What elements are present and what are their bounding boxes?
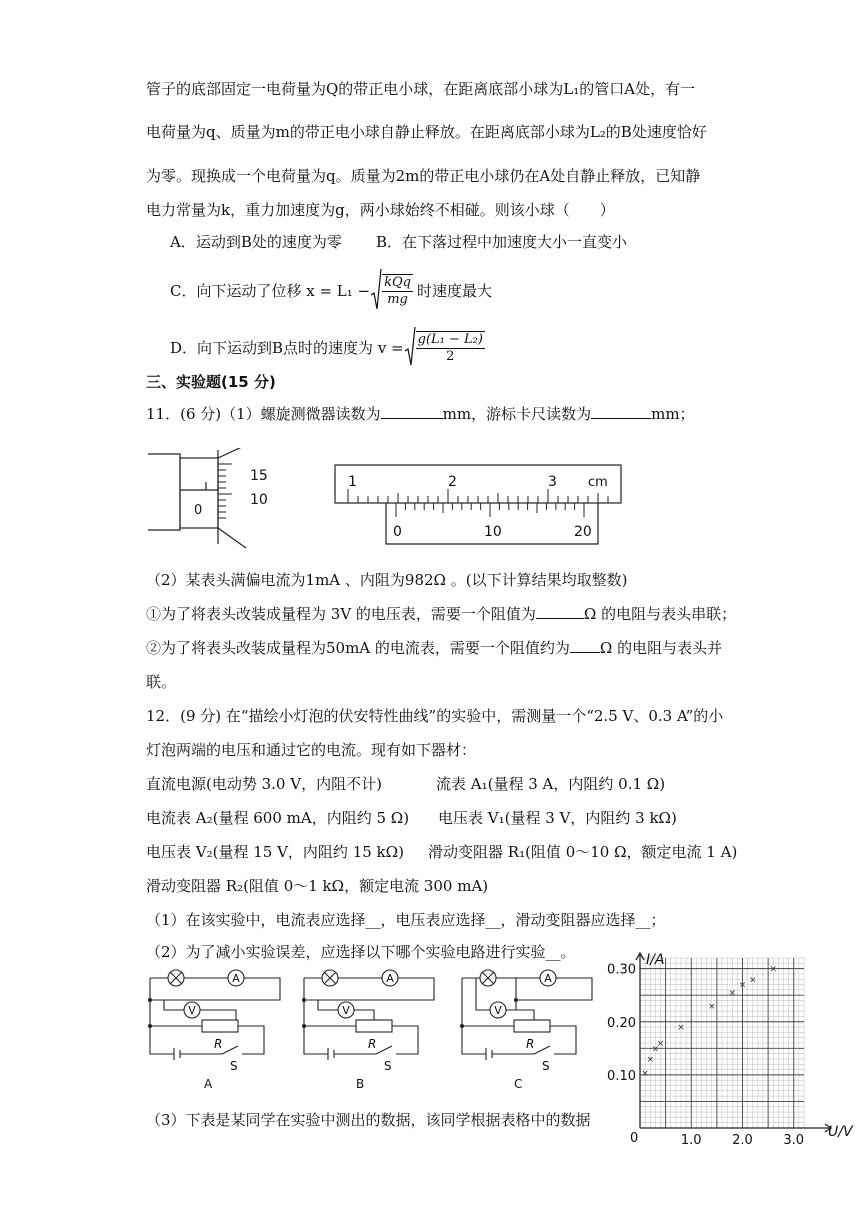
y-tick-label: 0.10 <box>607 1068 636 1084</box>
micrometer-label-10: 10 <box>250 492 268 508</box>
y-tick-label: 0.20 <box>607 1015 636 1031</box>
iu-characteristic-chart <box>600 950 856 1150</box>
sqrt-sign-icon <box>404 325 416 372</box>
option-c-suffix: 时速度最大 <box>416 282 492 300</box>
ammeter-icon: A <box>544 972 552 985</box>
x-tick-label: 2.0 <box>732 1133 753 1148</box>
option-d-numerator: g(L₁ − L₂) <box>417 332 483 347</box>
option-c-fraction <box>382 274 413 308</box>
caliper-main-label-2: 2 <box>448 474 457 490</box>
data-point: × <box>738 980 747 991</box>
equipment-voltmeter-v1: 电压表 V₁(量程 3 V，内阻约 3 kΩ) <box>438 809 677 827</box>
q12-line-2: 灯泡两端的电压和通过它的电流。现有如下器材： <box>146 741 477 759</box>
equipment-ammeter-a1: 流表 A₁(量程 3 A，内阻约 0.1 Ω) <box>436 775 666 793</box>
caliper-vernier-label-0: 0 <box>393 524 402 540</box>
q10-line-1: 管子的底部固定一电荷量为Q的带正电小球，在距离底部小球为L₁的管口A处，有一 <box>146 80 696 98</box>
circuit-diagram-b[interactable] <box>298 966 442 1092</box>
micrometer-label-15: 15 <box>250 468 268 484</box>
circuit-label-b: B <box>356 1077 365 1091</box>
q11-item-1 <box>146 604 736 624</box>
data-point: × <box>707 1001 716 1012</box>
q10-option-a[interactable]: A．运动到B处的速度为零 <box>170 233 342 251</box>
q11-item-1-text-a: ①为了将表头改装成量程为 3V 的电压表，需要一个阻值为 <box>146 605 536 623</box>
rheostat-label: R <box>368 1037 377 1051</box>
section-heading: 三、实验题(15 分) <box>146 373 276 391</box>
q12-sub-1: （1）在该实验中，电流表应选择__，电压表应选择__，滑动变阻器应选择__； <box>146 911 666 929</box>
voltmeter-icon: V <box>494 1004 502 1017</box>
data-point: × <box>748 975 757 986</box>
circuit-label-a: A <box>204 1077 213 1091</box>
voltmeter-icon: V <box>342 1004 350 1017</box>
option-d-denominator: 2 <box>446 349 455 364</box>
x-tick-label: 3.0 <box>783 1133 805 1148</box>
answer-blank[interactable] <box>591 404 651 419</box>
q10-line-2: 电荷量为q、质量为m的带正电小球自静止释放。在距离底部小球为L₂的B处速度恰好 <box>146 123 707 141</box>
answer-blank[interactable] <box>381 404 443 419</box>
switch-label: S <box>384 1059 392 1073</box>
rheostat-label: R <box>214 1037 223 1051</box>
answer-blank[interactable] <box>570 638 600 653</box>
q12-sub-3: （3）下表是某同学在实验中测出的数据，该同学根据表格中的数据 <box>146 1111 591 1129</box>
ammeter-icon: A <box>232 972 240 985</box>
q11-item-2 <box>146 638 722 658</box>
equipment-rheostat-r2: 滑动变阻器 R₂(阻值 0～1 kΩ，额定电流 300 mA) <box>146 877 489 895</box>
sqrt-sign-icon <box>370 267 382 316</box>
data-point: × <box>677 1023 685 1034</box>
q10-option-b[interactable]: B．在下落过程中加速度大小一直变小 <box>376 233 628 251</box>
caliper-vernier-label-10: 10 <box>484 524 502 540</box>
q11-text-b: mm，游标卡尺读数为 <box>442 405 592 423</box>
data-point: × <box>656 1039 665 1049</box>
data-point: × <box>641 1068 649 1079</box>
option-c-numerator: kQq <box>384 275 411 290</box>
ammeter-icon: A <box>386 972 394 985</box>
q11-heading <box>146 404 695 424</box>
q12-line-1: 12．(9 分) 在“描绘小灯泡的伏安特性曲线”的实验中，需测量一个“2.5 V、0.3 A”的小 <box>146 707 724 725</box>
rheostat-label: R <box>526 1037 535 1051</box>
caliper-vernier-label-20: 20 <box>574 524 592 540</box>
switch-label: S <box>542 1059 550 1073</box>
x-tick-label: 1.0 <box>680 1133 702 1148</box>
data-point: × <box>646 1054 655 1065</box>
q11-text-c: mm； <box>651 405 695 423</box>
caliper-main-label-1: 1 <box>348 474 357 490</box>
q10-line-3: 为零。现换成一个电荷量为q。质量为2m的带正电小球仍在A处自静止释放，已知静 <box>146 167 701 185</box>
q12-sub-2: （2）为了减小实验误差，应选择以下哪个实验电路进行实验__。 <box>146 943 576 961</box>
data-point: × <box>728 988 737 999</box>
option-d-fraction <box>416 331 485 365</box>
voltmeter-icon: V <box>188 1004 196 1017</box>
equipment-power: 直流电源(电动势 3.0 V，内阻不计) <box>146 775 382 793</box>
q11-text-a: 11．(6 分)（1）螺旋测微器读数为 <box>146 405 381 423</box>
q11-item-2-text-b: Ω 的电阻与表头并 <box>599 639 723 657</box>
equipment-voltmeter-v2: 电压表 V₂(量程 15 V，内阻约 15 kΩ) <box>146 843 404 861</box>
y-axis-label: I/A <box>646 952 665 968</box>
micrometer-label-0: 0 <box>194 503 203 518</box>
equipment-ammeter-a2: 电流表 A₂(量程 600 mA，内阻约 5 Ω) <box>146 809 410 827</box>
answer-blank[interactable] <box>536 604 584 619</box>
data-point: × <box>651 1044 660 1055</box>
q11-part-2: （2）某表头满偏电流为1mA 、内阻为982Ω 。(以下计算结果均取整数) <box>146 571 628 589</box>
q10-option-c[interactable] <box>170 268 492 314</box>
data-point: × <box>769 964 778 975</box>
circuit-label-c: C <box>514 1077 523 1091</box>
circuit-diagram-a[interactable] <box>144 966 288 1092</box>
equipment-rheostat-r1: 滑动变阻器 R₁(阻值 0～10 Ω，额定电流 1 A) <box>428 843 738 861</box>
origin-label: 0 <box>630 1131 639 1146</box>
x-axis-label: U/V <box>828 1124 853 1140</box>
option-c-prefix: C．向下运动了位移 x = L₁ − <box>170 282 371 300</box>
q10-line-4: 电力常量为k，重力加速度为g，两小球始终不相碰。则该小球（ ） <box>146 201 615 219</box>
option-c-denominator: mg <box>387 292 408 307</box>
q10-option-d[interactable] <box>170 326 485 370</box>
q11-item-2-cont: 联。 <box>146 673 177 691</box>
micrometer-figure <box>146 448 276 552</box>
option-d-prefix: D．向下运动到B点时的速度为 v = <box>170 339 404 357</box>
q11-item-1-text-b: Ω 的电阻与表头串联； <box>583 605 737 623</box>
circuit-diagram-c[interactable] <box>456 966 600 1092</box>
y-tick-label: 0.30 <box>607 962 636 978</box>
vernier-caliper-figure <box>334 464 624 548</box>
q11-item-2-text-a: ②为了将表头改装成量程为50mA 的电流表，需要一个阻值约为 <box>146 639 570 657</box>
caliper-main-label-3: 3 <box>548 474 557 490</box>
caliper-unit: cm <box>588 475 608 490</box>
switch-label: S <box>230 1059 238 1073</box>
